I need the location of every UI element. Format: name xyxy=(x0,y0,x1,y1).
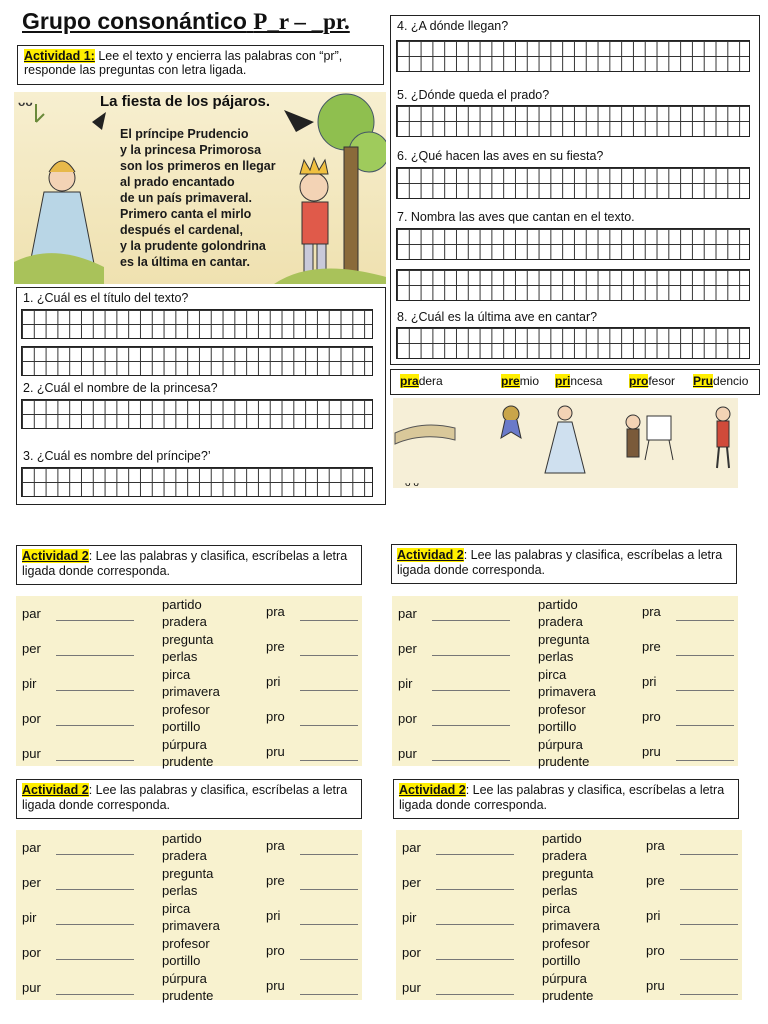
right-syllable: pri xyxy=(646,908,661,923)
answer-line[interactable] xyxy=(300,655,358,656)
word-item: pirca xyxy=(538,667,567,682)
word-item: pirca xyxy=(542,901,571,916)
princess-icon xyxy=(545,406,585,473)
word-item: prudente xyxy=(162,988,214,1003)
word-item: perlas xyxy=(162,649,198,664)
right-syllable: pri xyxy=(642,674,657,689)
answer-grid-7b[interactable] xyxy=(396,269,750,301)
left-syllable: per xyxy=(402,875,421,890)
left-syllable: pir xyxy=(398,676,413,691)
syllable-words xyxy=(390,369,760,395)
left-syllable: pur xyxy=(402,980,421,995)
answer-line[interactable] xyxy=(56,854,134,855)
right-syllable: pro xyxy=(646,943,665,958)
prince-icon xyxy=(716,407,730,468)
word-item: púrpura xyxy=(162,737,207,752)
word-item: prudente xyxy=(538,754,590,769)
answer-line[interactable] xyxy=(432,725,510,726)
word-item: pregunta xyxy=(162,632,214,647)
answer-line[interactable] xyxy=(56,620,134,621)
right-syllable: pre xyxy=(646,873,665,888)
word-item: pregunta xyxy=(162,866,214,881)
word-item: primavera xyxy=(162,918,220,933)
answer-line[interactable] xyxy=(432,690,510,691)
right-syllable: pre xyxy=(266,639,285,654)
question-7: 7. Nombra las aves que cantan en el texto. xyxy=(397,210,635,224)
answer-line[interactable] xyxy=(436,889,514,890)
word-item: primavera xyxy=(162,684,220,699)
answer-line[interactable] xyxy=(432,760,510,761)
answer-line[interactable] xyxy=(680,854,738,855)
left-syllable: pir xyxy=(22,910,37,925)
teacher-icon xyxy=(626,415,673,460)
word-item: partido xyxy=(538,597,578,612)
word-item: pradera xyxy=(162,848,207,863)
question-5: 5. ¿Dónde queda el prado? xyxy=(397,88,550,102)
answer-line[interactable] xyxy=(300,854,358,855)
answer-grid-6[interactable] xyxy=(396,167,750,199)
right-syllable: pru xyxy=(266,978,285,993)
answer-line[interactable] xyxy=(432,655,510,656)
word-item: púrpura xyxy=(538,737,583,752)
syllable-word: princesa xyxy=(555,374,603,388)
prince-illustration xyxy=(274,158,386,284)
activity1-instructions xyxy=(17,45,384,85)
left-syllable: per xyxy=(398,641,417,656)
word-item: perlas xyxy=(542,883,578,898)
activity2-instructions-1: Actividad 2: Lee las palabras y clasifica, escríbelas a letra ligada donde corresponda. xyxy=(16,545,362,585)
activity1-label: Actividad 1: xyxy=(24,49,95,63)
answer-line[interactable] xyxy=(432,620,510,621)
left-syllable: par xyxy=(22,606,41,621)
story-line: El príncipe Prudencio xyxy=(120,127,249,141)
right-syllable: pra xyxy=(266,838,285,853)
word-item: pradera xyxy=(542,848,587,863)
word-item: pregunta xyxy=(538,632,590,647)
question-1: 1. ¿Cuál es el título del texto? xyxy=(23,291,189,305)
answer-grid-8[interactable] xyxy=(396,327,750,359)
answer-line[interactable] xyxy=(300,690,358,691)
syllable-word: profesor xyxy=(629,374,676,388)
word-table-1 xyxy=(16,596,362,769)
word-item: prudente xyxy=(162,754,214,769)
answer-grid-1b[interactable] xyxy=(21,346,373,376)
word-item: pradera xyxy=(162,614,207,629)
answer-line[interactable] xyxy=(436,994,514,995)
answer-line[interactable] xyxy=(56,889,134,890)
word-item: portillo xyxy=(162,719,201,734)
word-table-3 xyxy=(16,830,362,1003)
left-syllable: por xyxy=(402,945,421,960)
question-4: 4. ¿A dónde llegan? xyxy=(397,19,509,33)
left-syllable: par xyxy=(22,840,41,855)
word-item: prudente xyxy=(542,988,594,1003)
question-8: 8. ¿Cuál es la última ave en cantar? xyxy=(397,310,598,324)
answer-grid-1a[interactable] xyxy=(21,309,373,339)
word-item: púrpura xyxy=(162,971,207,986)
answer-line[interactable] xyxy=(56,760,134,761)
answer-line[interactable] xyxy=(300,889,358,890)
word-item: partido xyxy=(542,831,582,846)
activity1-text: Lee el texto y encierra las palabras con “pr”, responde las preguntas con letra ligada. xyxy=(24,49,343,77)
question-3: 3. ¿Cuál es nombre del príncipe?’ xyxy=(23,449,211,463)
activity2-instructions-4: Actividad 2: Lee las palabras y clasifica, escríbelas a letra ligada donde corresponda. xyxy=(393,779,739,819)
story-line: son los primeros en llegar xyxy=(120,159,276,173)
word-item: profesor xyxy=(162,702,210,717)
answer-line[interactable] xyxy=(676,690,734,691)
activity2-instructions-2: Actividad 2: Lee las palabras y clasifica, escríbelas a letra ligada donde corresponda. xyxy=(391,544,737,584)
story-line: al prado encantado xyxy=(120,175,235,189)
story-line: Primero canta el mirlo xyxy=(120,207,252,221)
answer-line[interactable] xyxy=(680,959,738,960)
activity2-instructions-3: Actividad 2: Lee las palabras y clasifica, escríbelas a letra ligada donde corresponda. xyxy=(16,779,362,819)
answer-line[interactable] xyxy=(56,655,134,656)
word-item: primavera xyxy=(542,918,600,933)
answer-line[interactable] xyxy=(300,620,358,621)
right-syllable: pre xyxy=(266,873,285,888)
answer-line[interactable] xyxy=(680,889,738,890)
vocabulary-pictures xyxy=(393,398,738,488)
story-line: es la última en cantar. xyxy=(120,255,250,269)
answer-line[interactable] xyxy=(436,924,514,925)
right-syllable: pru xyxy=(646,978,665,993)
word-item: portillo xyxy=(162,953,201,968)
word-item: pradera xyxy=(538,614,583,629)
word-item: profesor xyxy=(162,936,210,951)
story-title: La fiesta de los pájaros. xyxy=(100,93,271,110)
word-item: pirca xyxy=(162,667,191,682)
word-item: profesor xyxy=(538,702,586,717)
syllable-word: premio xyxy=(501,374,540,388)
princess-illustration xyxy=(14,104,106,284)
tree-illustration xyxy=(284,94,386,284)
story-line: de un país primaveral. xyxy=(120,191,252,205)
left-syllable: par xyxy=(398,606,417,621)
page-title xyxy=(22,8,350,35)
right-syllable: pra xyxy=(266,604,285,619)
svg-text:ᴗ ᴗ: ᴗ ᴗ xyxy=(405,478,419,488)
question-2: 2. ¿Cuál el nombre de la princesa? xyxy=(23,381,218,395)
word-item: perlas xyxy=(162,883,198,898)
word-item: profesor xyxy=(542,936,590,951)
left-syllable: pur xyxy=(398,746,417,761)
answer-line[interactable] xyxy=(676,620,734,621)
left-syllable: pur xyxy=(22,980,41,995)
pictures-row xyxy=(393,398,738,488)
answer-line[interactable] xyxy=(56,994,134,995)
answer-grid-7a[interactable] xyxy=(396,228,750,260)
word-table-4 xyxy=(396,830,742,1003)
answer-line[interactable] xyxy=(436,959,514,960)
answer-line[interactable] xyxy=(300,924,358,925)
answer-line[interactable] xyxy=(300,725,358,726)
story-line: y la princesa Primorosa xyxy=(120,143,262,157)
right-syllable: pru xyxy=(642,744,661,759)
answer-line[interactable] xyxy=(56,725,134,726)
word-item: partido xyxy=(162,831,202,846)
word-item: portillo xyxy=(538,719,577,734)
syllable-word: pradera xyxy=(400,374,443,388)
word-item: pregunta xyxy=(542,866,594,881)
right-syllable: pra xyxy=(642,604,661,619)
svg-text:ᴗᴗ: ᴗᴗ xyxy=(18,95,33,109)
meadow-icon xyxy=(395,425,455,444)
questions-left xyxy=(16,287,386,505)
word-item: partido xyxy=(162,597,202,612)
left-syllable: por xyxy=(22,711,41,726)
story-line: y la prudente golondrina xyxy=(120,239,266,253)
answer-line[interactable] xyxy=(56,924,134,925)
left-syllable: por xyxy=(398,711,417,726)
answer-line[interactable] xyxy=(436,854,514,855)
left-syllable: par xyxy=(402,840,421,855)
right-syllable: pro xyxy=(266,943,285,958)
story-panel xyxy=(14,92,386,284)
answer-line[interactable] xyxy=(300,994,358,995)
story-text xyxy=(120,126,276,270)
answer-line[interactable] xyxy=(56,959,134,960)
medal-icon xyxy=(501,406,521,438)
left-syllable: pur xyxy=(22,746,41,761)
question-6: 6. ¿Qué hacen las aves en su fiesta? xyxy=(397,149,604,163)
left-syllable: per xyxy=(22,641,41,656)
answer-line[interactable] xyxy=(680,924,738,925)
answer-line[interactable] xyxy=(680,994,738,995)
right-syllable: pri xyxy=(266,908,281,923)
word-table-2 xyxy=(392,596,738,769)
left-syllable: pir xyxy=(22,676,37,691)
syllable-word: Prudencio xyxy=(693,374,749,388)
word-item: púrpura xyxy=(542,971,587,986)
answer-grid-3[interactable] xyxy=(21,467,373,497)
word-item: perlas xyxy=(538,649,574,664)
right-syllable: pra xyxy=(646,838,665,853)
answer-line[interactable] xyxy=(300,959,358,960)
word-item: pirca xyxy=(162,901,191,916)
answer-line[interactable] xyxy=(56,690,134,691)
story-line: después el cardenal, xyxy=(120,223,243,237)
right-syllable: pre xyxy=(642,639,661,654)
right-syllable: pru xyxy=(266,744,285,759)
word-item: primavera xyxy=(538,684,596,699)
title-main: Grupo consonántico xyxy=(22,8,247,34)
right-syllable: pro xyxy=(266,709,285,724)
word-item: portillo xyxy=(542,953,581,968)
questions-right xyxy=(390,15,760,365)
title-pattern: P_r – _pr. xyxy=(253,9,350,34)
left-syllable: por xyxy=(22,945,41,960)
answer-grid-5[interactable] xyxy=(396,105,750,137)
left-syllable: pir xyxy=(402,910,417,925)
left-syllable: per xyxy=(22,875,41,890)
answer-grid-2[interactable] xyxy=(21,399,373,429)
answer-line[interactable] xyxy=(676,760,734,761)
right-syllable: pri xyxy=(266,674,281,689)
answer-line[interactable] xyxy=(300,760,358,761)
answer-line[interactable] xyxy=(676,725,734,726)
answer-grid-4[interactable] xyxy=(396,40,750,72)
right-syllable: pro xyxy=(642,709,661,724)
answer-line[interactable] xyxy=(676,655,734,656)
